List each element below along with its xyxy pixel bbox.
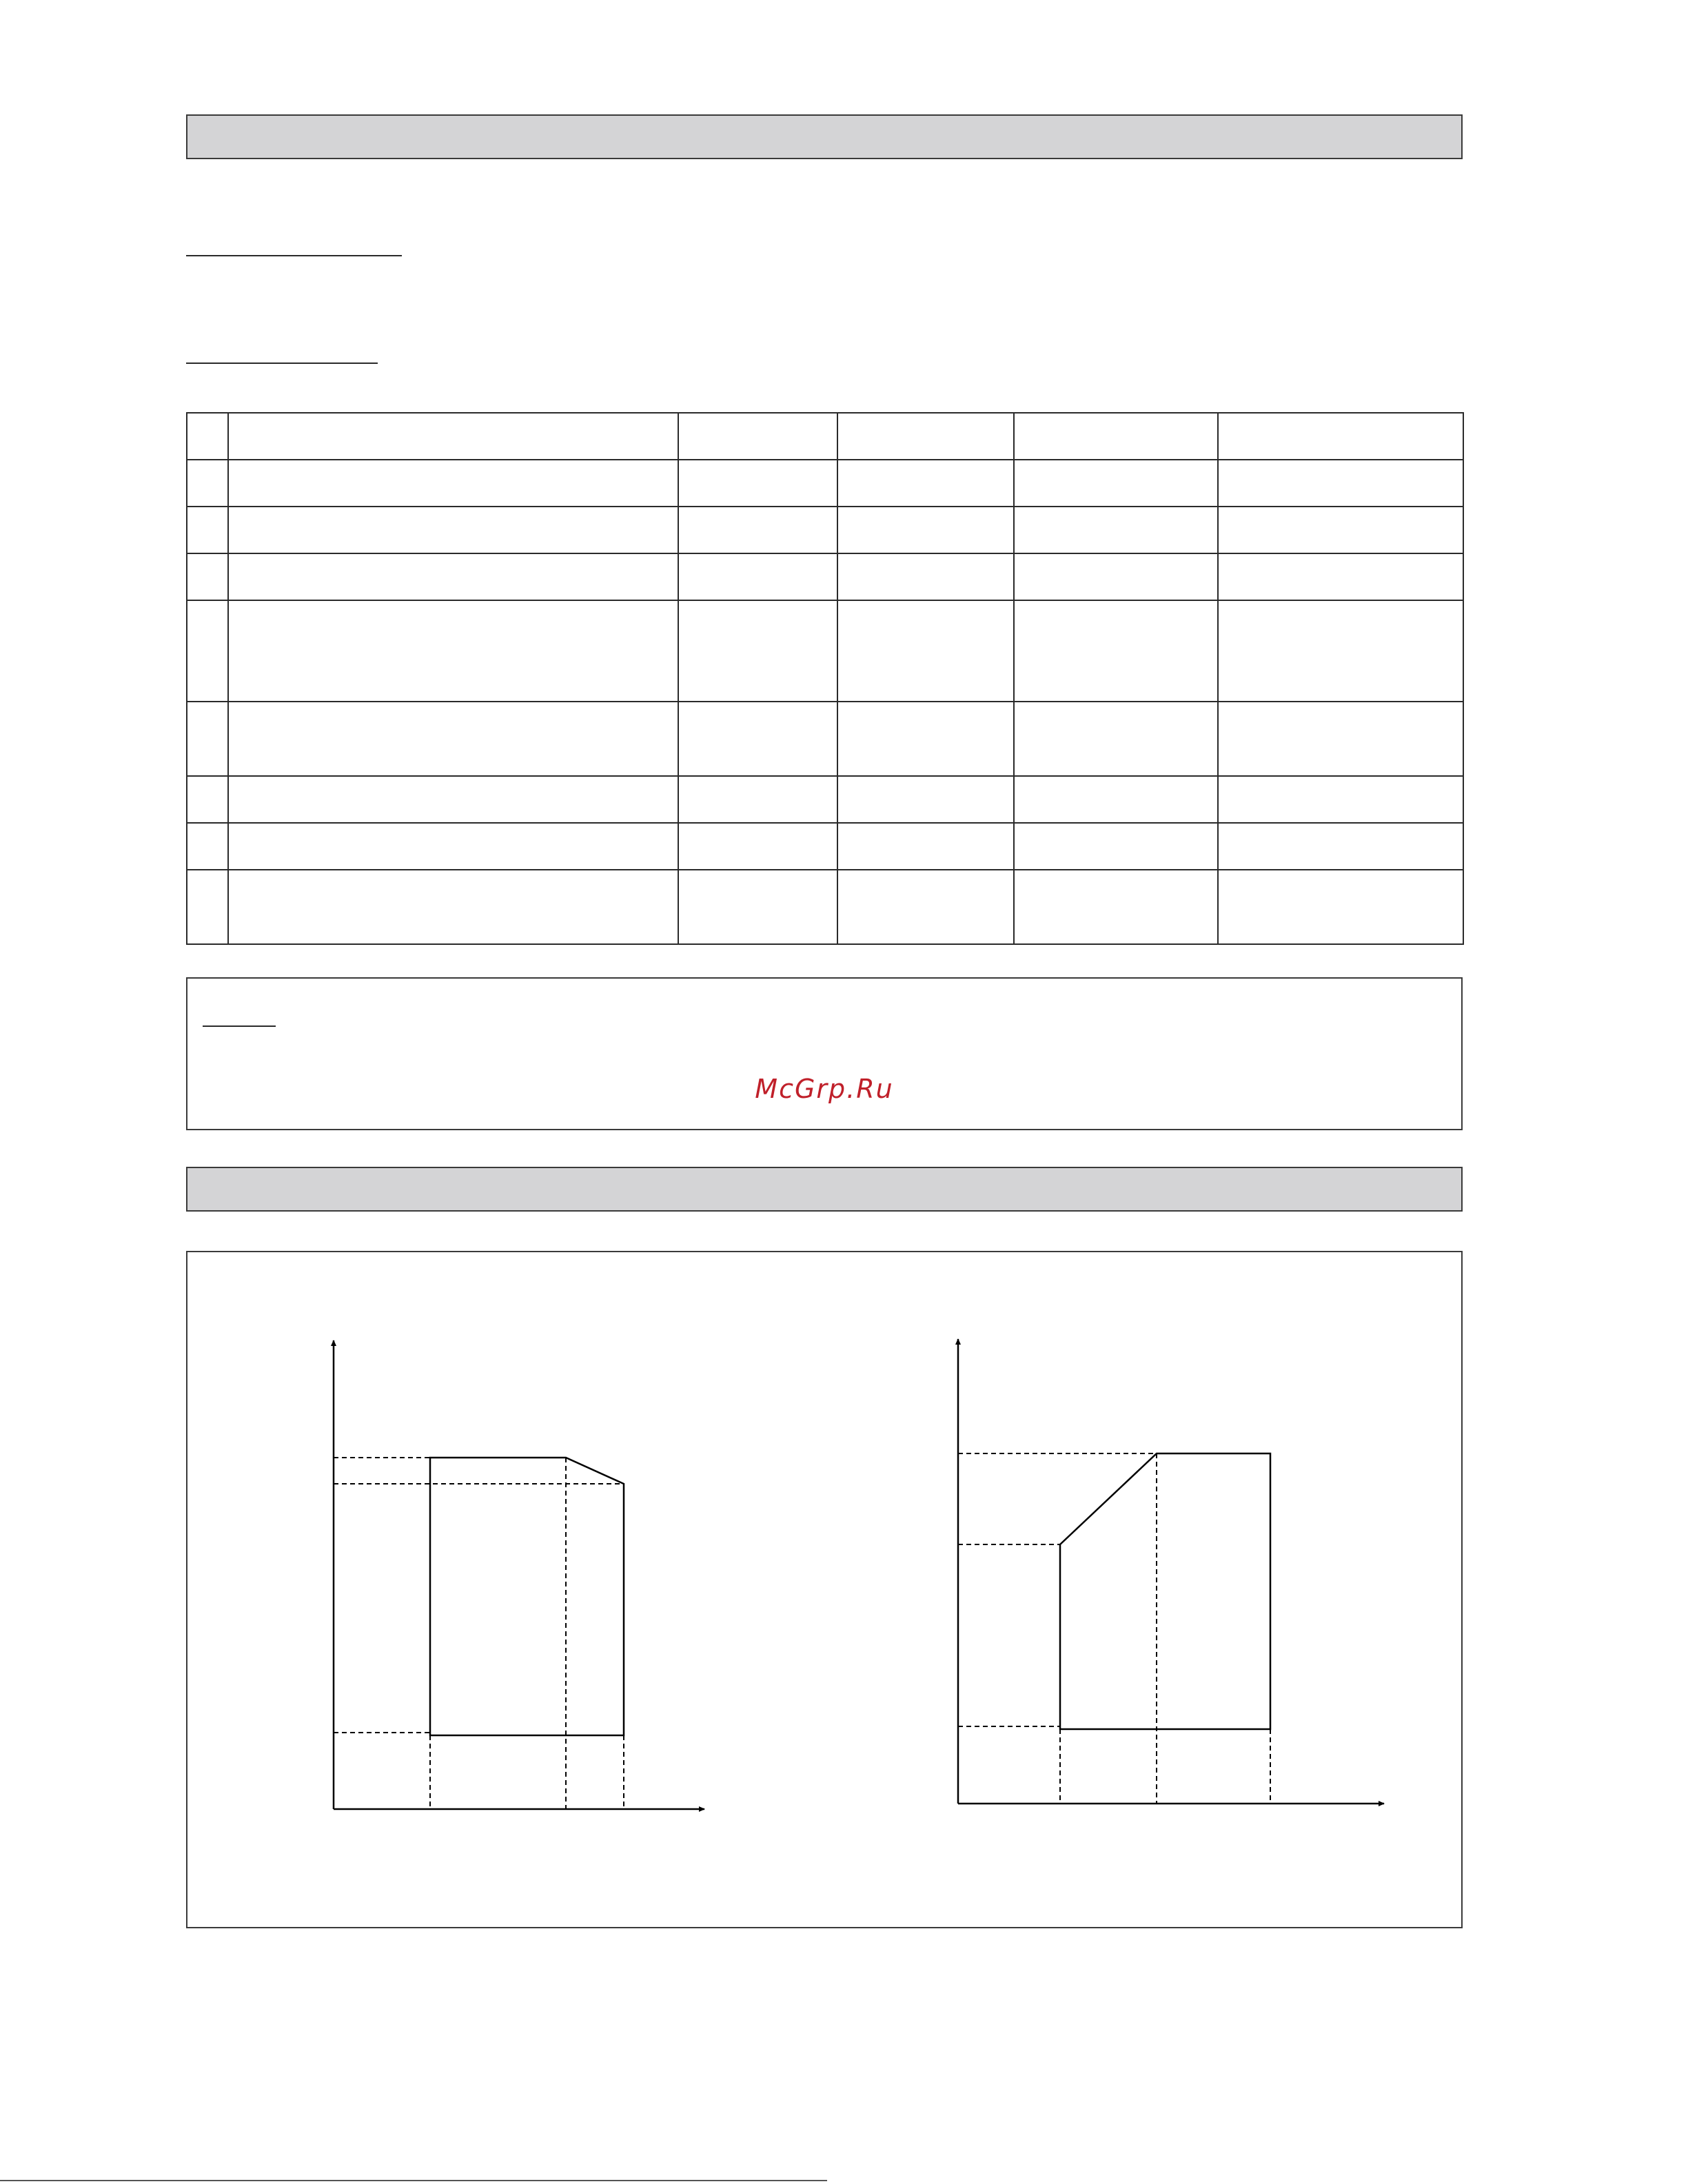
table-cell (837, 870, 1014, 944)
table-cell (187, 553, 228, 600)
table-cell (837, 507, 1014, 553)
table-cell (1014, 460, 1218, 507)
table-cell (228, 507, 678, 553)
table-cell (678, 507, 837, 553)
table-cell (678, 553, 837, 600)
operating-range-box (186, 1251, 1463, 1928)
table-cell (678, 776, 837, 823)
table-cell (1218, 413, 1463, 460)
table-cell (1218, 460, 1463, 507)
table-cell (1218, 553, 1463, 600)
table-cell (837, 823, 1014, 870)
section-banner-1 (186, 114, 1463, 159)
right-operating-region (1060, 1453, 1270, 1729)
section-banner-2 (186, 1167, 1463, 1212)
table-cell (1014, 702, 1218, 776)
table-cell (678, 870, 837, 944)
table-cell (228, 776, 678, 823)
table-cell (678, 413, 837, 460)
spec-table (186, 412, 1464, 945)
table-cell (678, 823, 837, 870)
table-row (187, 823, 1463, 870)
table-cell (187, 600, 228, 702)
table-cell (837, 460, 1014, 507)
table-cell (1218, 870, 1463, 944)
table-cell (187, 460, 228, 507)
table-row (187, 507, 1463, 553)
table-cell (187, 823, 228, 870)
table-cell (1218, 702, 1463, 776)
table-cell (228, 600, 678, 702)
table-cell (678, 702, 837, 776)
left-operating-region (430, 1458, 624, 1735)
table-cell (1218, 776, 1463, 823)
page-bottom-rule (0, 2180, 827, 2181)
table-cell (1014, 600, 1218, 702)
table-cell (187, 413, 228, 460)
left-diagram (334, 1340, 704, 1809)
table-cell (228, 702, 678, 776)
table-row (187, 702, 1463, 776)
table-cell (187, 776, 228, 823)
table-cell (187, 870, 228, 944)
table-cell (228, 460, 678, 507)
table-row (187, 460, 1463, 507)
table-cell (1014, 507, 1218, 553)
table-cell (228, 413, 678, 460)
table-header-row (187, 413, 1463, 460)
table-cell (837, 702, 1014, 776)
table-cell (1014, 413, 1218, 460)
table-cell (678, 460, 837, 507)
table-cell (678, 600, 837, 702)
subheading-underline-2 (186, 363, 378, 364)
table-cell (1218, 600, 1463, 702)
table-cell (1014, 776, 1218, 823)
table-cell (1218, 823, 1463, 870)
table-row (187, 553, 1463, 600)
operating-range-diagrams (187, 1252, 1464, 1930)
table-row (187, 870, 1463, 944)
table-cell (837, 600, 1014, 702)
note-heading-underline (203, 1025, 276, 1027)
watermark-text: McGrp.Ru (755, 1074, 894, 1104)
table-cell (1218, 507, 1463, 553)
table-cell (187, 507, 228, 553)
table-cell (837, 553, 1014, 600)
table-row (187, 600, 1463, 702)
table-cell (837, 776, 1014, 823)
subheading-underline-1 (186, 255, 402, 256)
table-cell (837, 413, 1014, 460)
table-cell (228, 553, 678, 600)
table-row (187, 776, 1463, 823)
table-cell (1014, 823, 1218, 870)
table-cell (187, 702, 228, 776)
table-cell (1014, 553, 1218, 600)
note-box (186, 977, 1463, 1130)
right-diagram (958, 1339, 1384, 1804)
table-cell (1014, 870, 1218, 944)
table-cell (228, 823, 678, 870)
table-cell (228, 870, 678, 944)
